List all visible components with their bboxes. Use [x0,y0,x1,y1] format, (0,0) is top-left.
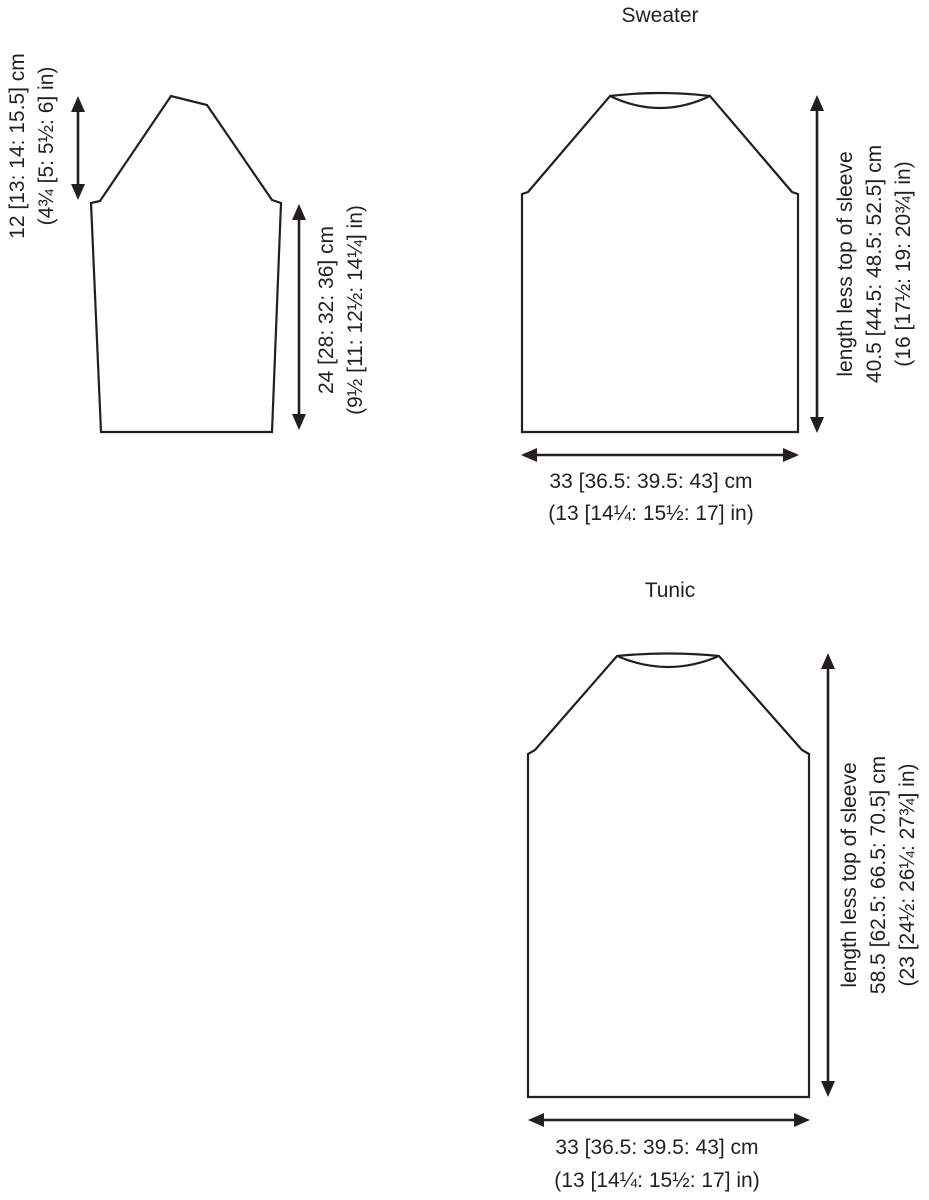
sweater-title: Sweater [621,4,699,27]
sweater-width-cm-label: 33 [36.5: 39.5: 43] cm [549,470,753,493]
tunic-length-arrow [821,653,835,1097]
tunic-schematic [528,579,919,1192]
sleeve-length-cm-label: 24 [28: 32: 36] cm [315,225,338,395]
sweater-neckline [610,96,710,108]
tunic-body-outline [528,654,809,1098]
sweater-length-cm-label: 40.5 [44.5: 48.5: 52.5] cm [863,144,886,384]
sleeve-length-arrow [292,204,306,430]
sleeve-length-in-label: (9½ [11: 12½: 14¼] in) [344,205,367,415]
sweater-length-desc-label: length less top of sleeve [834,151,857,377]
sleeve-schematic [6,53,367,432]
sleeve-cap-cm-label: 12 [13: 14: 15.5] cm [6,53,29,239]
sweater-width-arrow [521,448,799,462]
sweater-schematic [521,4,915,525]
sweater-body-outline [522,93,798,432]
sweater-length-arrow [810,95,824,433]
tunic-width-cm-label: 33 [36.5: 39.5: 43] cm [555,1136,759,1159]
sweater-width-in-label: (13 [14¼: 15½: 17] in) [548,502,754,525]
tunic-title: Tunic [644,579,696,602]
sleeve-outline [91,96,281,432]
tunic-width-arrow [528,1113,810,1127]
tunic-length-in-label: (23 [24½: 26¼: 27¾] in) [896,763,919,987]
tunic-length-desc-label: length less top of sleeve [838,762,861,988]
sleeve-cap-arrow [71,96,85,200]
sleeve-cap-in-label: (4¾ [5: 5½: 6] in) [35,66,58,226]
tunic-length-cm-label: 58.5 [62.5: 66.5: 70.5] cm [867,755,890,995]
tunic-neckline [617,656,719,667]
tunic-width-in-label: (13 [14¼: 15½: 17] in) [554,1169,760,1192]
sweater-length-in-label: (16 [17½: 19: 20¾] in) [892,161,915,367]
